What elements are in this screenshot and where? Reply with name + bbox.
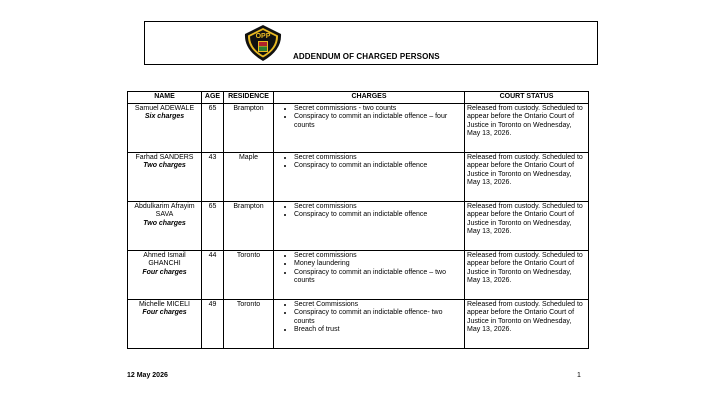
footer-date: 12 May 2026	[127, 372, 168, 379]
charge-count: Two charges	[143, 162, 186, 169]
court-status-cell: Released from custody. Scheduled to appear before the Ontario Court of Justice in Toronto on Wednesday, May 13, 2026.	[465, 201, 589, 250]
charge-count: Four charges	[142, 309, 187, 316]
charge-item: • Secret commissions - two counts	[294, 105, 462, 114]
logo-text: OPP	[255, 33, 271, 40]
page-number: 1	[577, 372, 581, 379]
person-name: Michelle MICELI	[139, 300, 190, 308]
name-cell	[128, 103, 202, 152]
court-status-cell: Released from custody. Scheduled to appear before the Ontario Court of Justice in Toronto on Wednesday, May 13, 2026.	[465, 103, 589, 152]
column-header-name: NAME	[128, 92, 202, 104]
column-header-charges: CHARGES	[274, 92, 465, 104]
table-row	[128, 250, 589, 299]
charge-item: • Money laundering	[294, 260, 462, 269]
court-status-cell: Released from custody. Scheduled to appear before the Ontario Court of Justice in Toronto on Wednesday, May 13, 2026.	[465, 250, 589, 299]
charge-item: • Conspiracy to commit an indictable offence	[294, 162, 462, 171]
charge-item: • Conspiracy to commit an indictable offence	[294, 211, 462, 220]
charge-item: • Secret Commissions	[294, 301, 462, 310]
person-name: Abdulkarim Afrayim SAVA	[134, 202, 195, 218]
age-cell: 49	[202, 299, 224, 348]
age-cell: 65	[202, 201, 224, 250]
column-header-residence: RESIDENCE	[224, 92, 274, 104]
header-box	[144, 21, 598, 65]
name-cell	[128, 250, 202, 299]
charged-persons-table	[127, 91, 589, 349]
residence-cell: Brampton	[224, 103, 274, 152]
name-cell	[128, 201, 202, 250]
table-row	[128, 103, 589, 152]
charge-item: • Secret commissions	[294, 252, 462, 261]
charge-item: • Breach of trust	[294, 326, 462, 335]
age-cell: 44	[202, 250, 224, 299]
charges-cell	[274, 201, 465, 250]
table-row	[128, 299, 589, 348]
name-cell	[128, 299, 202, 348]
charge-count: Four charges	[142, 268, 187, 276]
table-row	[128, 152, 589, 201]
charge-item: • Conspiracy to commit an indictable offence – four counts	[294, 113, 462, 130]
person-name: Ahmed Ismail GHANCHI	[143, 251, 186, 267]
column-header-court-status: COURT STATUS	[465, 92, 589, 104]
court-status-cell: Released from custody. Scheduled to appear before the Ontario Court of Justice in Toronto on Wednesday, May 13, 2026.	[465, 299, 589, 348]
charge-item: • Secret commissions	[294, 203, 462, 212]
age-cell: 43	[202, 152, 224, 201]
residence-cell: Brampton	[224, 201, 274, 250]
charge-count: Six charges	[144, 113, 185, 120]
charges-cell	[274, 299, 465, 348]
person-name: Samuel ADEWALE	[134, 104, 195, 112]
court-status-cell: Released from custody. Scheduled to appear before the Ontario Court of Justice in Toronto on Wednesday, May 13, 2026.	[465, 152, 589, 201]
opp-logo-icon	[243, 24, 283, 62]
residence-cell: Toronto	[224, 299, 274, 348]
charges-cell	[274, 103, 465, 152]
charges-cell	[274, 250, 465, 299]
charge-count: Two charges	[143, 219, 186, 227]
name-cell	[128, 152, 202, 201]
page-title: ADDENDUM OF CHARGED PERSONS	[293, 52, 440, 61]
charge-item: • Secret commissions	[294, 154, 462, 163]
column-header-age: AGE	[202, 92, 224, 104]
table-row	[128, 201, 589, 250]
age-cell: 65	[202, 103, 224, 152]
residence-cell: Toronto	[224, 250, 274, 299]
table-header-row	[128, 92, 589, 104]
charge-item: • Conspiracy to commit an indictable offence – two counts	[294, 269, 462, 286]
charges-cell	[274, 152, 465, 201]
person-name: Farhad SANDERS	[135, 153, 194, 161]
residence-cell: Maple	[224, 152, 274, 201]
charge-item: • Conspiracy to commit an indictable offence- two counts	[294, 309, 462, 326]
